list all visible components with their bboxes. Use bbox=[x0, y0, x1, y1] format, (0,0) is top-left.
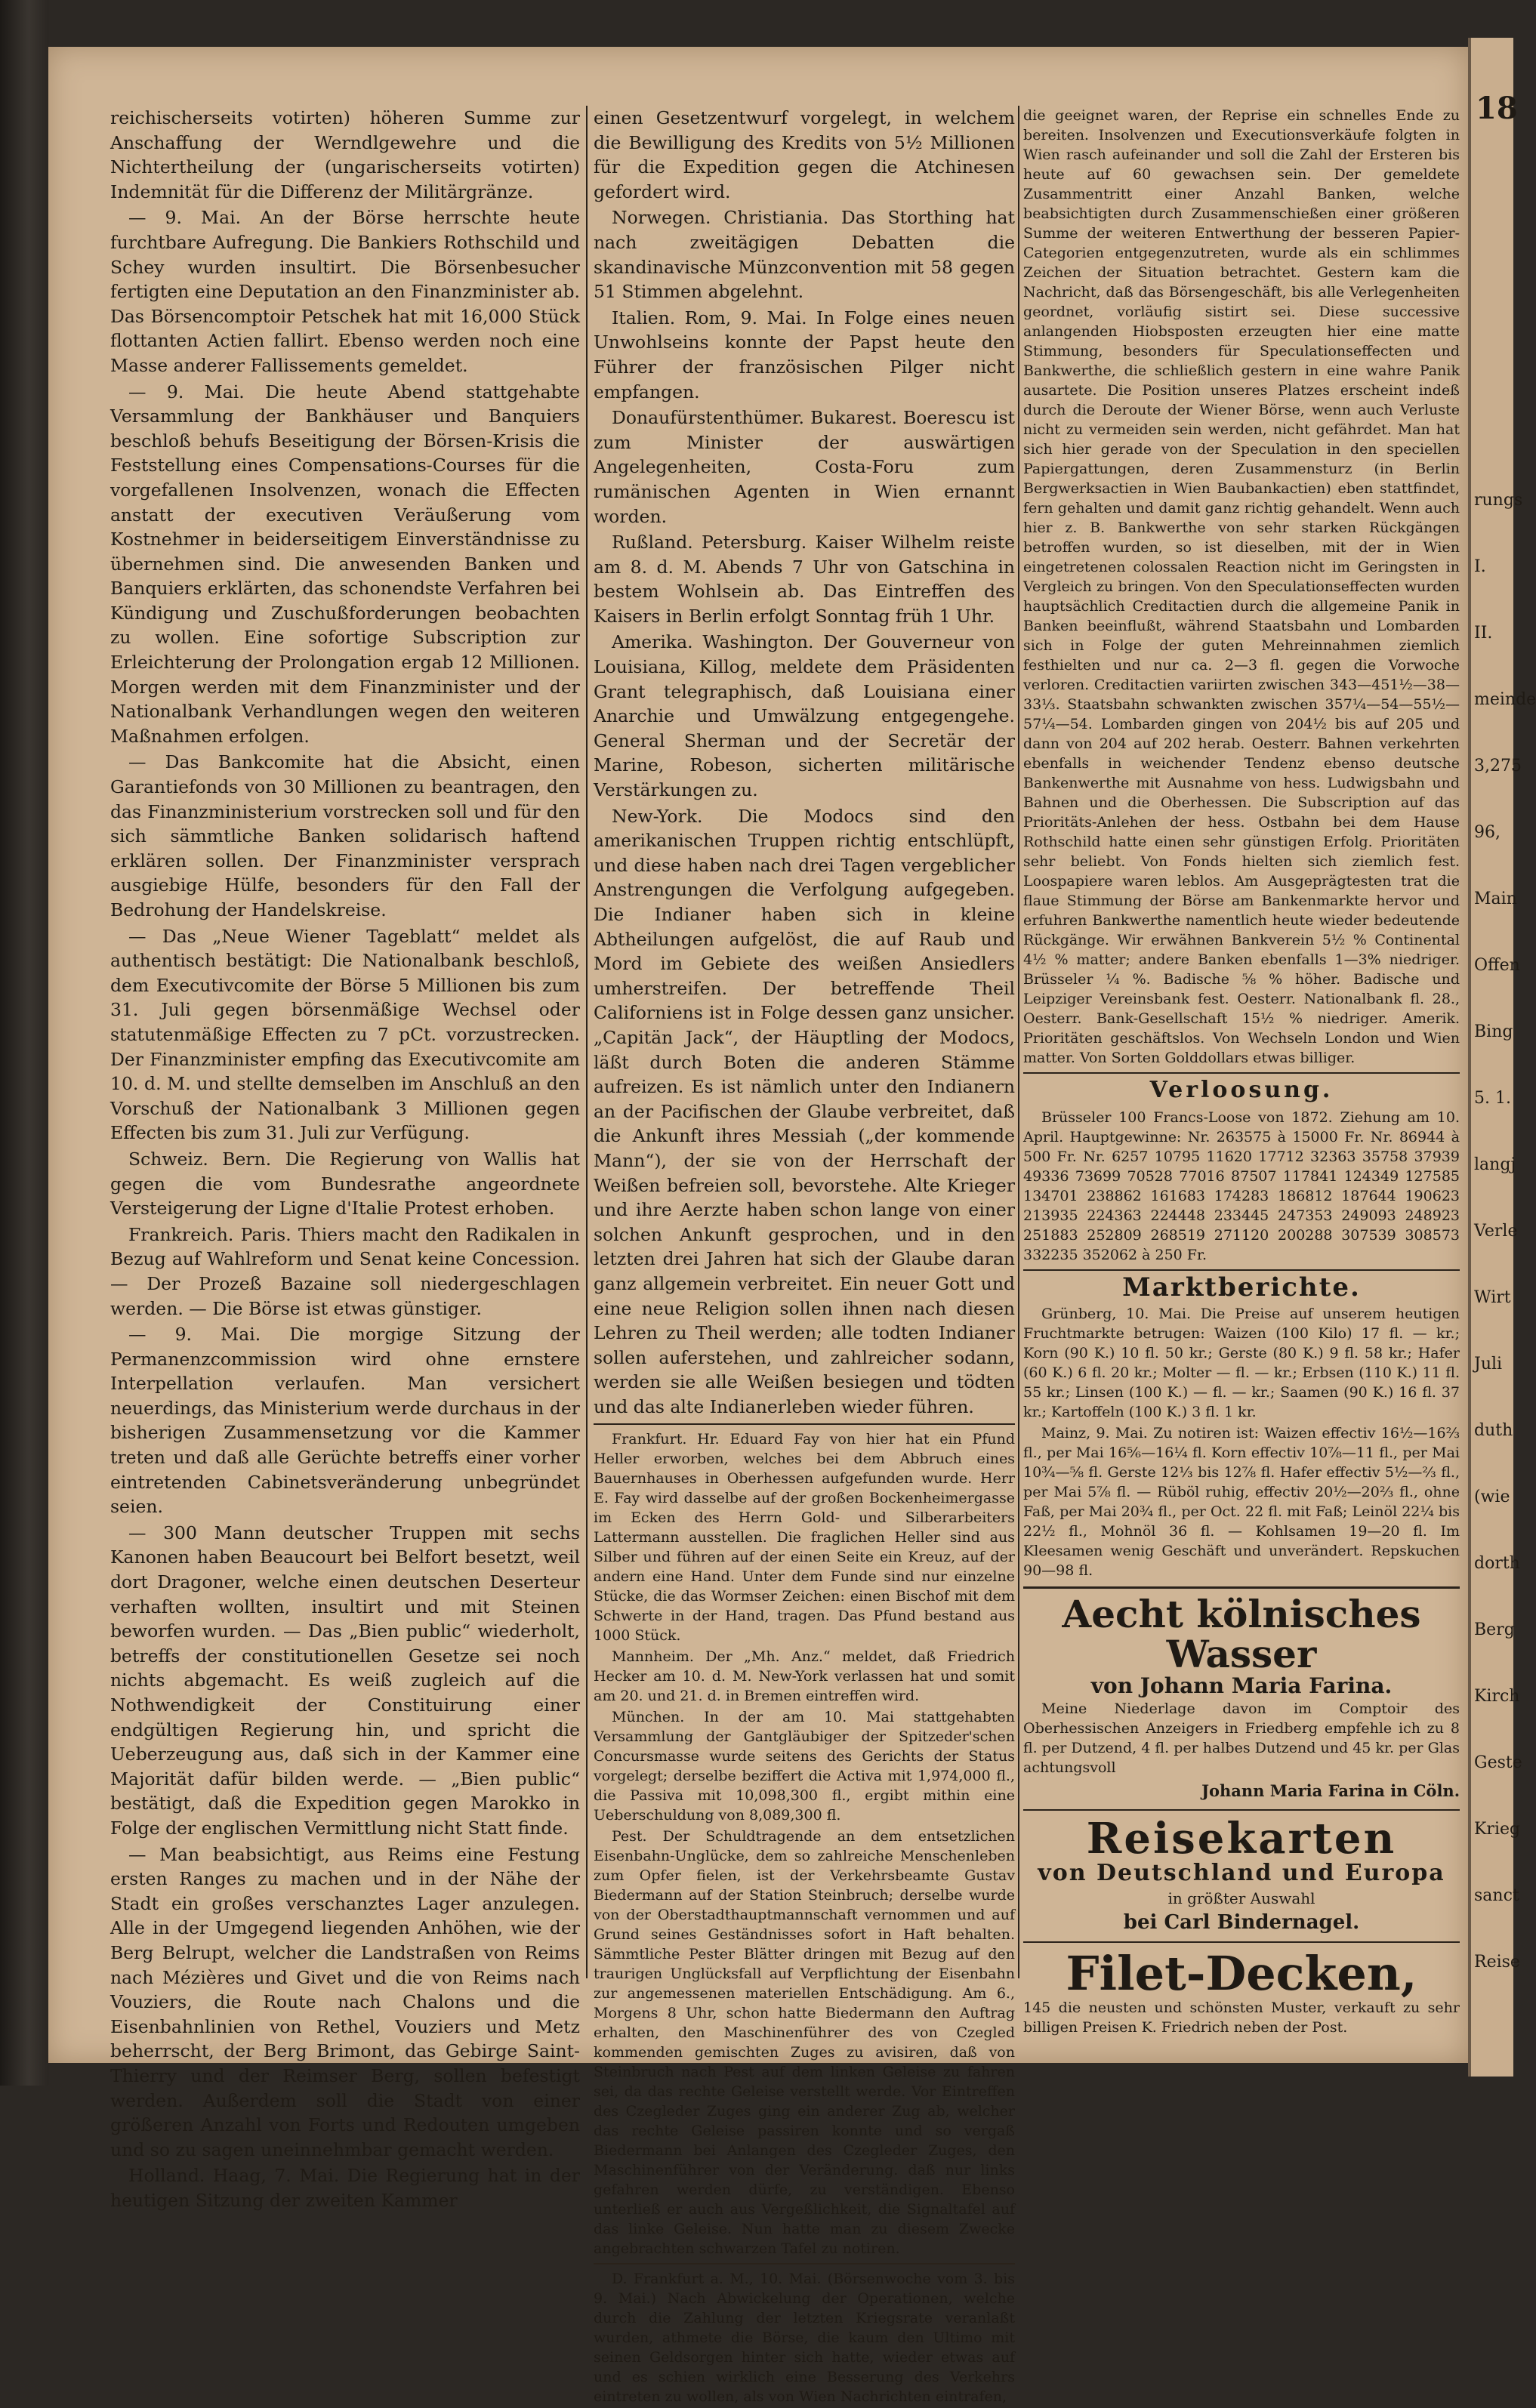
adjacent-page-fragment: I. bbox=[1474, 557, 1486, 576]
adjacent-page-fragment: II. bbox=[1474, 624, 1493, 643]
c2-local-news: München. In der am 10. Mai stattgehabten Versammlung der Gantgläubiger der Spitzeder'schen Concursmasse wurde seitens des Gerichts der Status vorgelegt; derselbe beziffert die Activa mit 1,974,000 fl., die Passiva mit 10,098,300 fl., ergibt mithin eine Ueberschuldung von 8,089,300 fl. bbox=[594, 1709, 1015, 1824]
section-rule bbox=[1023, 1072, 1460, 1074]
adjacent-page-fragment: Krieg bbox=[1474, 1820, 1521, 1839]
verloosung-text: Brüsseler 100 Francs-Loose von 1872. Ziehung am 10. April. Hauptgewinne: Nr. 263575 à 15000 Fr. Nr. 86944 à 500 Fr. Nr. 6257 10795 11620 17712 32363 35758 37939 49336 73699 70528 77016 87507 117841 124349 127585 134701 238862 161683 174283 186812 187644 190623 213935 224363 224448 233445 247353 249093 248923 251883 252809 268519 271120 200288 307539 308573 332235 352062 à 250 Fr. bbox=[1023, 1108, 1460, 1263]
column-1 bbox=[110, 106, 580, 2214]
verloosung-title: Verloosung. bbox=[1149, 1077, 1334, 1103]
c1-para: Schweiz. Bern. Die Regierung von Wallis hat gegen die vom Bundesrathe angeordnete Versteigerung der Ligne d'Italie Protest erhoben. bbox=[110, 1148, 580, 1219]
c1-para: — Das „Neue Wiener Tageblatt“ meldet als authentisch bestätigt: Die Nationalbank beschloß, dem Executivcomite der Börse 5 Millionen bis zum 31. Juli gegen börsenmäßige Wechsel oder statutenmäßige Effecten zu 7 pCt. vorzustrecken. Der Finanzminister empfing das Executivcomite am 10. d. M. und stellte demselben im Anschluß an den Vorschuß der Nationalbank 3 Millionen gegen Effecten bis zum 31. Juli zur Verfügung. bbox=[110, 925, 580, 1144]
c2-local-news: Pest. Der Schuldtragende an dem entsetzlichen Eisenbahn-Unglücke, dem so zahlreiche Menschenleben zum Opfer fielen, ist der Verkehrsbeamte Gustav Biedermann auf der Station Steinbruch; derselbe wurde von der Oberstadthauptmannschaft vernommen und auf Grund seines Geständnisses sofort in Haft behalten. Sämmtliche Pester Blätter dringen mit Bezug auf den traurigen Unglücksfall auf Verpflichtung der Eisenbahn zur angemessenen materiellen Entschädigung. Am 6., Morgens 8 Uhr, schon hatte Biedermann den Auftrag erhalten, den Maschinenführer des von Czegled kommenden gemischten Zuges zu avisiren, daß von Steinbruch nach Pest auf dem linken Geleise zu fahren sei, da das rechte Geleise verstellt werde. Vor Eintreffen des Czegleder Zuges ging ein anderer Zug ab, welcher das rechte Geleise passiren konnte und so vergaß Biedermann bei Anlangen des Czegleder Zuges, den Maschinenführer von der Veränderung. daß nur links gefahren werden dürfe, zu verständigen. Ebenso unterließ er auch aus Vergeßlichkeit, die Signaltafel auf das linke Geleise. Nun hatte man zu diesem Zwecke angebrachten schwarzen Tafel zu notiren. bbox=[594, 1828, 1015, 2258]
adjacent-page-fragment: sanct bbox=[1474, 1886, 1519, 1905]
adjacent-page-fragment: Main bbox=[1474, 890, 1517, 908]
marktberichte-title: Marktberichte. bbox=[1122, 1272, 1361, 1303]
page-number-fragment: 18 bbox=[1476, 91, 1518, 126]
market-item: Mainz, 9. Mai. Zu notiren ist: Waizen effectiv 16½—16⅔ fl., per Mai 16⅚—16¼ fl. Korn effectiv 10⅞—11 fl., per Mai 10¾—⅝ fl. Gerste 12⅓ bis 12⅞ fl. Hafer effectiv 5½—⅔ fl., per Mai 5⅞ fl. — Rüböl ruhig, effectiv 20½—20⅔ fl., ohne Faß, per Mai 20¾ fl., per Oct. 22 fl. mit Faß; Leinöl 22¼ bis 22½ fl., Mohnöl 36 fl. — Kohlsamen 19—20 fl. Im Kleesamen wenig Geschäft und unverändert. Repskuchen 90—98 fl. bbox=[1023, 1425, 1460, 1580]
column-3 bbox=[1023, 106, 1460, 2039]
adjacent-page-fragment: Juli bbox=[1474, 1355, 1503, 1374]
adjacent-page-fragment: (wie bbox=[1474, 1488, 1510, 1506]
adjacent-page-edge bbox=[1468, 38, 1536, 2077]
c1-para: — 9. Mai. Die heute Abend stattgehabte Versammlung der Bankhäuser und Banquiers beschloß behufs Beseitigung der Börsen-Krisis die Feststellung eines Compensations-Courses für die vorgefallenen Insolvenzen, wonach die Effecten anstatt der executiven Veräußerung vom Kostnehmer in beiderseitigem Einverständnisse zu übernehmen sind. Die anwesenden Banken und Banquiers erklärten, das schonendste Verfahren bei Kündigung und Zuschußforderungen beobachten zu wollen. Eine sofortige Subscription zur Erleichterung der Prolongation ergab 12 Millionen. Morgen werden mit dem Finanzminister und der Nationalbank Verhandlungen wegen den weiteren Maßnahmen erfolgen. bbox=[110, 381, 580, 747]
ad-farina-signature: Johann Maria Farina in Cöln. bbox=[1201, 1781, 1460, 1800]
ad-reisekarten-line3: in größter Auswahl bbox=[1167, 1888, 1315, 1907]
c2-para: Italien. Rom, 9. Mai. In Folge eines neuen Unwohlseins konnte der Papst heute den Führer der französischen Pilger nicht empfangen. bbox=[594, 307, 1015, 402]
c2-para: Amerika. Washington. Der Gouverneur von Louisiana, Killog, meldete dem Präsidenten Grant telegraphisch, daß Louisiana einer Anarchie und Umwälzung entgegengehe. General Sherman und der Secretär der Marine, Robeson, sicherten militärische Verstärkungen zu. bbox=[594, 631, 1015, 801]
section-rule bbox=[1023, 1941, 1460, 1943]
ad-farina-headline: Aecht kölnisches Wasser bbox=[1062, 1592, 1421, 1676]
adjacent-page-fragment: langj bbox=[1474, 1155, 1516, 1174]
c1-para: — 300 Mann deutscher Truppen mit sechs Kanonen haben Beaucourt bei Belfort besetzt, weil dort Dragoner, welche einen deutschen Deserteur verhaften wollten, insultirt und mit Steinen beworfen wurden. — Das „Bien public“ wiederholt, betreffs der constitutionellen Gesetze sei noch nichts abgemacht. Es weiß zugleich auf die Nothwendigkeit der Constituirung einer endgültigen Regierung hin, und spricht die Ueberzeugung aus, daß sich in der Kammer eine Majorität dafür bilden werde. — „Bien public“ bestätigt, daß die Expedition gegen Marokko in Folge der englischen Vermittlung nicht Statt finde. bbox=[110, 1522, 580, 1839]
c1-para: Holland. Haag, 7. Mai. Die Regierung hat in der heutigen Sitzung der zweiten Kammer bbox=[110, 2165, 580, 2211]
c2-local-news: Mannheim. Der „Mh. Anz.“ meldet, daß Friedrich Hecker am 10. d. M. New-York verlassen hat und somit am 20. und 21. d. in Bremen eintreffen wird. bbox=[594, 1648, 1015, 1705]
adjacent-page-fragment: Geste bbox=[1474, 1753, 1522, 1772]
c2-local-news: Frankfurt. Hr. Eduard Fay von hier hat ein Pfund Heller erworben, welches bei dem Abbruch eines Bauernhauses in Oberhessen aufgefunden wurde. Herr E. Fay wird dasselbe auf der großen Bockenheimergasse im Ecken des Herrn Gold- und Silberarbeiters Lattermann ausstellen. Die fraglichen Heller sind aus Silber und führen auf der einen Seite ein Kreuz, auf der andern eine Hand. Unter dem Funde sind nur einzelne Stücke, die das Wormser Zeichen: einen Bischof mit dem Schwerte in der Hand, tragen. Das Pfund bestand aus 1000 Stück. bbox=[594, 1431, 1015, 1645]
adjacent-page-fragment: 96, bbox=[1474, 823, 1501, 842]
column-2 bbox=[594, 106, 1015, 2408]
ad-reisekarten-line4: bei Carl Bindernagel. bbox=[1123, 1911, 1360, 1935]
section-rule bbox=[594, 2263, 1015, 2265]
ad-filet-headline: Filet-Decken, bbox=[1066, 1945, 1417, 2001]
adjacent-page-fragment: Bing bbox=[1474, 1022, 1513, 1041]
section-rule bbox=[1023, 1269, 1460, 1271]
c1-para: — Das Bankcomite hat die Absicht, einen Garantiefonds von 30 Millionen zu beantragen, den das Finanzministerium vorstrecken soll und für den sich sämmtliche Banken solidarisch haftend erklären sollen. Der Finanzminister versprach ausgiebige Hülfe, besonders für den Fall der Bedrohung der Handelskreise. bbox=[110, 751, 580, 920]
adjacent-page-fragment: rungs bbox=[1474, 491, 1523, 510]
c1-para: — Man beabsichtigt, aus Reims eine Festung ersten Ranges zu machen und in der Nähe der Stadt ein großes verschanztes Lager anzulegen. Alle in der Umgegend liegenden Anhöhen, wie der Berg Belrupt, welcher die Landstraßen von Reims nach Mézières und Givet und die von Reims nach Vouziers, die Route nach Chalons und die Eisenbahnlinien von Rethel, Vouziers und Metz beherrscht, der Berg Brimont, das Gebirge Saint-Thierry und der Reimser Berg, sollen befestigt werden. Außerdem soll die Stadt von einer größeren Anzahl von Forts und Redouten umgeben und so zu sagen uneinnehmbar gemacht werden. bbox=[110, 1843, 580, 2160]
ad-farina bbox=[1023, 1592, 1460, 1803]
column-rule-left bbox=[586, 106, 588, 1978]
adjacent-page-fragment: Kirch bbox=[1474, 1687, 1520, 1706]
market-item: Grünberg, 10. Mai. Die Preise auf unserem heutigen Fruchtmarkte betrugen: Waizen (100 Kilo) 17 fl. — kr.; Korn (90 K.) 10 fl. 50 kr.; Gerste (80 K.) 9 fl. 58 kr.; Hafer (60 K.) 6 fl. 20 kr.; Molter — fl. — kr.; Erbsen (110 K.) 11 fl. 55 kr.; Linsen (100 K.) — fl. — kr.; Saamen (90 K.) 16 fl. 37 kr.; Kartoffeln (100 K.) 3 fl. 1 kr. bbox=[1023, 1306, 1460, 1421]
adjacent-page-fragment: Reise bbox=[1474, 1953, 1520, 1972]
column-rule-right bbox=[1018, 106, 1019, 1978]
c1-para: reichischerseits votirten) höheren Summe zur Anschaffung der Werndlgewehre und die Nichtertheilung der (ungarischerseits votirten) Indemnität für die Differenz der Militärgränze. bbox=[110, 107, 580, 202]
c2-para: Donaufürstenthümer. Bukarest. Boerescu ist zum Minister der auswärtigen Angelegenheiten, Costa-Foru zum rumänischen Agenten in Wien ernannt worden. bbox=[594, 407, 1015, 527]
c2-market-report: D. Frankfurt a. M., 10. Mai. (Börsenwoche vom 3. bis 9. Mai.) Nach Abwickelung der Operationen, welche durch die Zahlung der letzten Kriegsrate veranlaßt wurden, athmete die Börse, die kaum den Ultimo mit seinen Geldsorgen hinter sich hatte, wieder etwas auf und es schien wirklich eine Besserung des Verkehrs eintreten zu wollen, als von Wien Nachrichten eintrafen, bbox=[594, 2271, 1015, 2406]
adjacent-page-fragment: 3,275 bbox=[1474, 757, 1522, 775]
ad-reisekarten-headline: Reisekarten bbox=[1086, 1814, 1397, 1864]
c2-para: New-York. Die Modocs sind den amerikanischen Truppen richtig entschlüpft, und diese haben nach drei Tagen vergeblicher Anstrengungen die Verfolgung aufgegeben. Die Indianer haben sich in kleine Abtheilungen aufgelöst, die auf Raub und Mord im Gebiete des weißen Ansiedlers umherstreifen. Der betreffende Theil Californiens ist in Folge dessen ganz unsicher. „Capitän Jack“, der Häuptling der Modocs, läßt durch Boten die anderen Stämme aufreizen. Es ist nämlich unter den Indianern an der Pacifischen der Glaube verbreitet, daß die Ankunft ihres Messiah („der kommende Mann“), der sie von der Herrschaft der Weißen befreien soll, bevorstehe. Alte Krieger und ihre Aerzte haben schon lange von einer solchen Ankunft gesprochen, und in den letzten drei Jahren hat sich der Glaube daran ganz allgemein verbreitet. Ein neuer Gott und eine neue Religion sollen ihnen nach diesen Lehren zu Theil werden; alle todten Indianer sollen auferstehen, und zahlreicher sodann, werden sie alle Weißen besiegen und tödten und das alte Indianerleben wieder führen. bbox=[594, 805, 1015, 1417]
c1-para: — 9. Mai. An der Börse herrschte heute furchtbare Aufregung. Die Bankiers Rothschild und Schey wurden insultirt. Die Börsenbesucher fertigten eine Deputation an den Finanzminister ab. Das Börsencomptoir Petschek hat mit 16,000 Stück flottanten Actien fallirt. Ebenso werden noch eine Masse anderer Fallissements gemeldet. bbox=[110, 207, 580, 376]
adjacent-page-fragment: dorth bbox=[1474, 1554, 1520, 1573]
ad-filet bbox=[1023, 1945, 1460, 2037]
c1-para: — 9. Mai. Die morgige Sitzung der Permanenzcommission wird ohne ernstere Interpellation verlaufen. Man versichert neuerdings, das Ministerium werde durchaus in der bisherigen Zusammensetzung vor die Kammer treten und daß alle Gerüchte betreffs einer vorher eintretenden Cabinetsveränderung unbegründet seien. bbox=[110, 1324, 580, 1518]
c3-market-report: die geeignet waren, der Reprise ein schnelles Ende zu bereiten. Insolvenzen und Executionsverkäufe folgten in Wien rasch aufeinander und soll die Zahl der Ersteren bis heute auf 60 gewachsen sein. Der gemeldete Zusammentritt einer Anzahl Banken, welche beabsichtigten durch Zusammenschießen einer größeren Summe der weiteren Entwerthung der besseren Papier-Categorien entgegenzutreten, wurde als ein schlimmes Zeichen der Situation betrachtet. Gestern kam die Nachricht, daß das Börsengeschäft, bis alle Verlegenheiten geordnet, vorläufig sistirt sei. Diese successive anlangenden Hiobsposten erzeugten hier eine matte Stimmung, besonders für Speculationseffecten und Bankwerthe, die schließlich gestern in eine wahre Panik ausartete. Die Position unseres Platzes erscheint indeß durch die Deroute der Wiener Börse, wenn auch Verluste nicht zu vermeiden sein werden, nicht gefährdet. Man hat sich hier gerade von der Speculation in den speciellen Papiergattungen, deren Zusammensturz (in Berlin Bergwerksactien in Wien Baubankactien) eben stattfindet, fern gehalten und damit ganz richtig gehandelt. Wenn auch hier z. B. Bankwerthe von sehr starken Rückgängen betroffen wurden, so ist dieselben, mit der in Wien eingetretenen colossalen Reaction nicht im Geringsten in Vergleich zu bringen. Von den Speculationseffecten wurden hauptsächlich Creditactien durch die allgemeine Panik in Banken beeinflußt, während Staatsbahn und Lombarden sich in Folge der guten Mehreinnahmen ziemlich festhielten und nur ca. 2—3 fl. gegen die Vorwoche verloren. Creditactien variirten zwischen 343—451½—38—33⅓. Staatsbahn schwankten zwischen 357¼—54—55½—57¼—54. Lombarden gingen von 204½ bis auf 205 und dann von 204 auf 202 herab. Oesterr. Bahnen verkehrten ebenfalls in weichender Tendenz ebenso deutsche Bankenwerthe mit Ausnahme von hess. Ludwigsbahn und Bahnen und die Oberhessen. Die Subscription auf das Prioritäts-Anlehen der hess. Ostbahn bei dem Hause Rothschild hatte einen sehr günstigen Erfolg. Prioritäten sehr beliebt. Von Fonds hielten sich ziemlich fest. Loospapiere waren leblos. Am Ausgeprägtesten trat die flaue Stimmung der Börse am Bankenmarkte hervor und erfuhren Bankwerthe namentlich heute wieder bedeutende Rückgänge. Wir erwähnen Bankverein 5½ % Continental 4½ % matter; andere Banken ebenfalls 1—3% niedriger. Brüsseler ¼ %. Badische ⅝ % höher. Badische und Leipziger Vereinsbank fest. Oesterr. Nationalbank fl. 28., Oesterr. Bank-Gesellschaft 15½ % niedriger. Amerik. Prioritäten geschäftslos. Von Wechseln London und Wien matter. Von Sorten Golddollars etwas billiger. bbox=[1023, 107, 1460, 1066]
adjacent-page-fragment: Verle bbox=[1474, 1222, 1518, 1241]
section-rule bbox=[1023, 1586, 1460, 1589]
c2-para: Norwegen. Christiania. Das Storthing hat nach zweitägigen Debatten die skandinavische Münzconvention mit 58 gegen 51 Stimmen abgelehnt. bbox=[594, 207, 1015, 303]
section-rule bbox=[594, 1423, 1015, 1425]
adjacent-page-fragment: Offen bbox=[1474, 956, 1520, 975]
adjacent-page-fragment: Wirt bbox=[1474, 1288, 1511, 1307]
c2-para: Rußland. Petersburg. Kaiser Wilhelm reiste am 8. d. M. Abends 7 Uhr von Gatschina in bestem Wohlsein ab. Das Eintreffen des Kaisers in Berlin erfolgt Sonntag früh 1 Uhr. bbox=[594, 532, 1015, 627]
adjacent-page-fragment: duth bbox=[1474, 1421, 1513, 1440]
ad-reisekarten bbox=[1023, 1814, 1460, 1935]
c2-para: einen Gesetzentwurf vorgelegt, in welchem die Bewilligung des Kredits von 5½ Millionen für die Expedition gegen die Atchinesen gefordert wird. bbox=[594, 107, 1015, 202]
adjacent-page-fragment: meinde bbox=[1474, 690, 1536, 709]
adjacent-page-fragment: Berg bbox=[1474, 1620, 1515, 1639]
ad-reisekarten-line2: von Deutschland und Europa bbox=[1038, 1860, 1445, 1887]
ad-filet-text: 145 die neusten und schönsten Muster, verkauft zu sehr billigen Preisen K. Friedrich neben der Post. bbox=[1023, 1999, 1460, 2036]
ad-farina-byline: von Johann Maria Farina. bbox=[1090, 1673, 1393, 1699]
c1-para: Frankreich. Paris. Thiers macht den Radikalen in Bezug auf Wahlreform und Senat keine Concession. — Der Prozeß Bazaine soll niedergeschlagen werden. — Die Börse ist etwas günstiger. bbox=[110, 1223, 580, 1319]
ad-farina-text: Meine Niederlage davon im Comptoir des Oberhessischen Anzeigers in Friedberg empfehle ich zu 8 fl. per Dutzend, 4 fl. per halbes Dutzend und 45 kr. per Glas achtungsvoll bbox=[1023, 1700, 1460, 1776]
book-binding bbox=[0, 0, 48, 2086]
adjacent-page-fragment: 5. 1. bbox=[1474, 1089, 1511, 1108]
section-rule bbox=[1023, 1809, 1460, 1811]
